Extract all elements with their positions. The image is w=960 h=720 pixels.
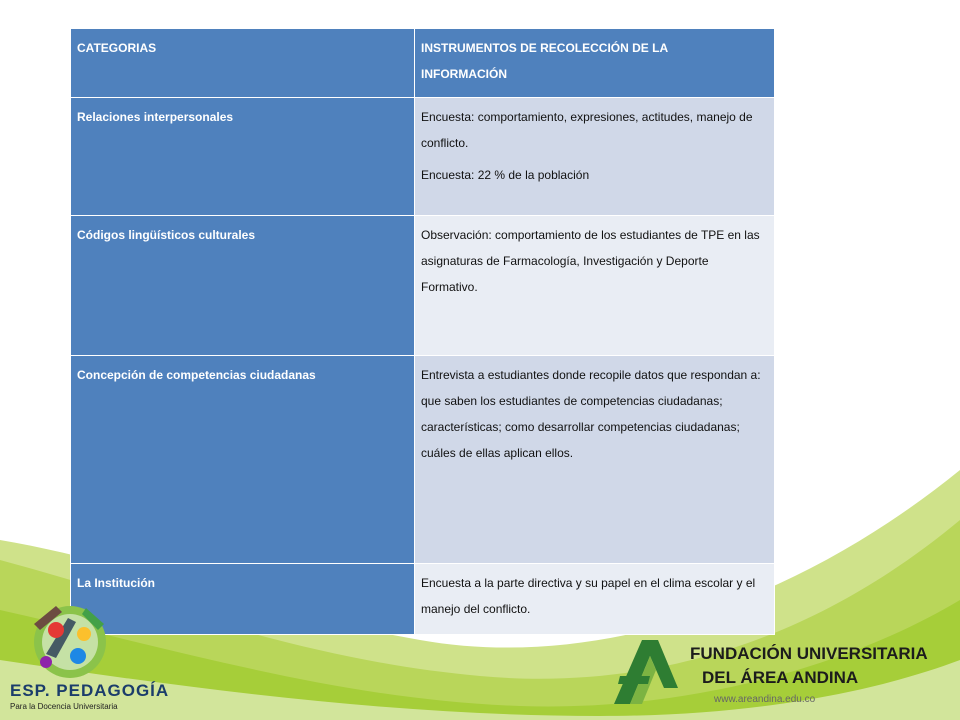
category-cell: Códigos lingüísticos culturales (71, 216, 415, 356)
category-cell: Relaciones interpersonales (71, 98, 415, 216)
instrument-cell (415, 216, 775, 356)
category-cell: La Institución (71, 564, 415, 635)
table-row (71, 216, 775, 356)
instrument-text: Entrevista a estudiantes donde recopile datos que respondan a: que saben los estudiantes de competencias ciudadanas; características; como desarrollar competencias ciudadanas; cuáles de ellas aplican ellos. (421, 368, 761, 460)
logo-right-line1: FUNDACIÓN UNIVERSITARIA (690, 644, 928, 663)
instrument-text: Encuesta: comportamiento, expresiones, actitudes, manejo de conflicto. (421, 110, 753, 150)
table-row (71, 98, 775, 216)
fundacion-areandina-logo (610, 636, 928, 712)
header-instrumentos-line1: INSTRUMENTOS DE RECOLECCIÓN DE LA (421, 41, 669, 55)
logo-right-line2: DEL ÁREA ANDINA (702, 668, 859, 687)
header-instrumentos-line2: INFORMACIÓN (421, 67, 507, 81)
category-cell: Concepción de competencias ciudadanas (71, 356, 415, 564)
header-instrumentos (415, 29, 775, 98)
header-categorias: CATEGORIAS (71, 29, 415, 98)
areandina-a-mark-icon (610, 636, 680, 706)
logo-left-name: ESP. PEDAGOGÍA (10, 681, 170, 700)
table-row (71, 356, 775, 564)
instrument-cell (415, 356, 775, 564)
instrument-text: Encuesta: 22 % de la población (421, 168, 590, 182)
categories-table (70, 28, 775, 635)
esp-pedagogia-logo (4, 592, 170, 714)
instrument-text: Encuesta a la parte directiva y su papel en el clima escolar y el manejo del conflicto. (421, 576, 756, 616)
pedagogia-emblem-icon (16, 594, 124, 678)
logo-left-subtitle: Para la Docencia Universitaria (10, 702, 118, 711)
instrument-text: Observación: comportamiento de los estudiantes de TPE en las asignaturas de Farmacología, Investigación y Deporte Formativo. (421, 228, 760, 294)
table-header-row (71, 29, 775, 98)
instrument-cell (415, 98, 775, 216)
table-row (71, 564, 775, 635)
instrument-cell (415, 564, 775, 635)
logo-right-url: www.areandina.edu.co (714, 694, 816, 705)
